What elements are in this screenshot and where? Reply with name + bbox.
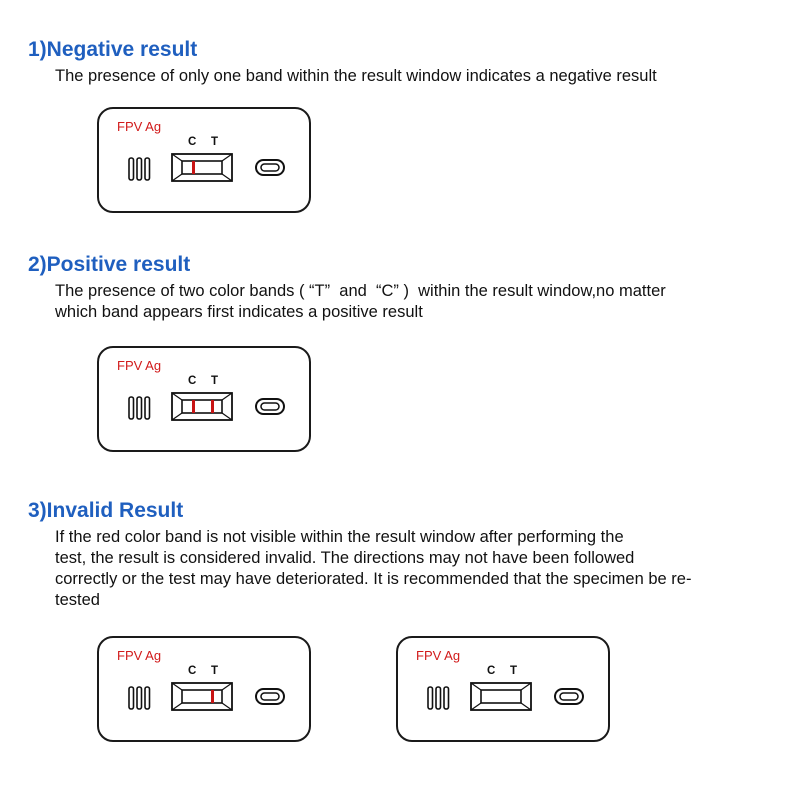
cassette-drawing [99, 348, 313, 454]
sample-well-icon [256, 399, 284, 414]
test-cassette-invalid-1 [97, 636, 311, 742]
test-line-label: T [211, 375, 219, 387]
grip-ridges-icon [129, 397, 150, 419]
section-desc-positive [55, 281, 666, 323]
control-band [192, 400, 195, 413]
desc-line: which band appears first indicates a positive result [55, 303, 423, 321]
test-band [211, 690, 214, 703]
result-window [172, 393, 232, 420]
desc-line: correctly or the test may have deteriorated. It is recommended that the specimen be re- [55, 570, 692, 588]
grip-ridges-icon [428, 687, 449, 709]
grip-ridges-icon [129, 158, 150, 180]
cassette-drawing [398, 638, 612, 744]
result-window [172, 154, 232, 181]
result-window [172, 683, 232, 710]
control-band [192, 161, 195, 174]
control-line-label: C [188, 375, 197, 387]
control-line-label: C [188, 136, 197, 148]
result-window [471, 683, 531, 710]
desc-line: If the red color band is not visible within the result window after performing the [55, 528, 624, 546]
desc-line: The presence of two color bands ( “T” and “C” ) within the result window,no matter [55, 282, 666, 300]
cassette-drawing [99, 109, 313, 215]
cassette-brand-label: FPV Ag [117, 648, 162, 663]
test-cassette-invalid-2 [396, 636, 610, 742]
control-line-label: C [487, 665, 496, 677]
cassette-drawing [99, 638, 313, 744]
section-desc-invalid [55, 527, 691, 611]
section-heading-invalid: 3)Invalid Result [28, 499, 184, 522]
test-line-label: T [211, 665, 219, 677]
cassette-brand-label: FPV Ag [416, 648, 461, 663]
cassette-brand-label: FPV Ag [117, 358, 162, 373]
desc-line: tested [55, 591, 100, 609]
sample-well-icon [256, 160, 284, 175]
sample-well-icon [555, 689, 583, 704]
section-heading-negative: 1)Negative result [28, 38, 198, 61]
desc-line: The presence of only one band within the result window indicates a negative result [55, 67, 657, 85]
section-desc-negative [55, 66, 657, 87]
test-line-label: T [211, 136, 219, 148]
test-cassette-negative [97, 107, 311, 213]
sample-well-icon [256, 689, 284, 704]
control-line-label: C [188, 665, 197, 677]
desc-line: test, the result is considered invalid. The directions may not have been followed [55, 549, 635, 567]
test-cassette-positive [97, 346, 311, 452]
cassette-brand-label: FPV Ag [117, 119, 162, 134]
test-line-label: T [510, 665, 518, 677]
test-band [211, 400, 214, 413]
section-heading-positive: 2)Positive result [28, 253, 191, 276]
grip-ridges-icon [129, 687, 150, 709]
